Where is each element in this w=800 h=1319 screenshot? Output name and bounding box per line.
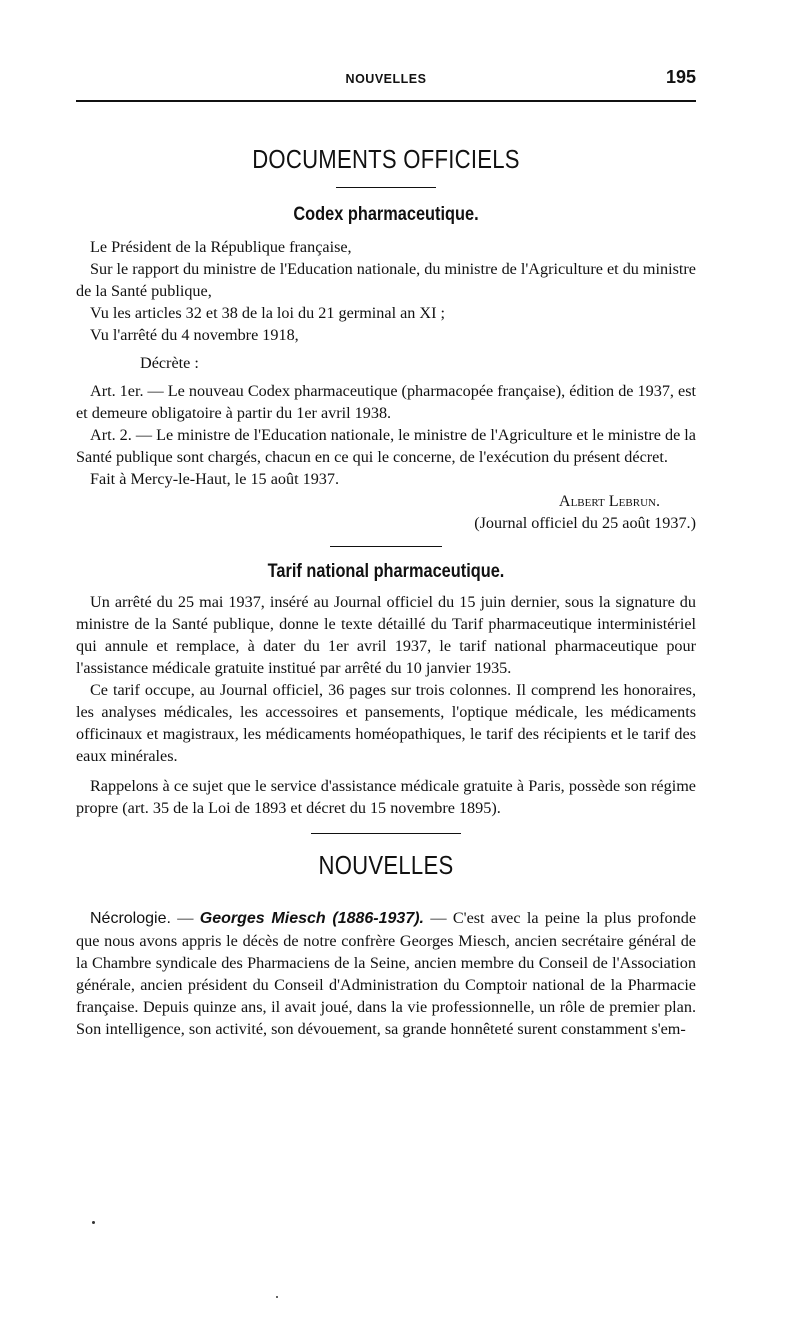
necrologie-label: Nécrologie. (90, 910, 171, 927)
codex-line: Vu l'arrêté du 4 novembre 1918, (90, 326, 299, 344)
codex-line: Le Président de la République française, (90, 238, 352, 256)
nouvelles-title: NOUVELLES (318, 850, 454, 880)
documents-title: DOCUMENTS OFFICIELS (252, 144, 520, 174)
article-1: Art. 1er. — Le nouveau Codex pharmaceutique (pharmacopée française), édition de 1937, est et demeure obligatoire à partir du 1er avril 1938. (76, 382, 696, 422)
tarif-paragraph: Un arrêté du 25 mai 1937, inséré au Journal officiel du 15 juin dernier, sous la signature du ministre de la Santé publique, donne le texte détaillé du Tarif pharmaceutique interministériel qui annule et remplace, à dater du 1er avril 1937, le tarif national pharmaceutique pour l'assistance médicale gratuite institué par arrêté du 10 janvier 1935. (76, 593, 696, 677)
necrologie-name: Georges Miesch (1886-1937). (199, 910, 425, 927)
header-rule (76, 100, 696, 102)
running-title: NOUVELLES (345, 72, 427, 86)
journal-reference: (Journal officiel du 25 août 1937.) (474, 514, 696, 532)
decrete: Décrète : (140, 354, 199, 372)
codex-body (76, 236, 696, 534)
running-header (76, 60, 696, 100)
tarif-paragraph: Ce tarif occupe, au Journal officiel, 36 pages sur trois colonnes. Il comprend les honoraires, les analyses médicales, les accessoires et pansements, l'optique médicale, les médicaments officinaux et magistraux, les médicaments homéopathiques, le tarif des récipients et le tarif des eaux minérales. (76, 681, 696, 765)
necrologie-text: — C'est avec la peine la plus profonde que nous avons appris le décès de notre confrère Georges Miesch, ancien secrétaire général de la Chambre syndicale des Pharmaciens de la Seine, ancien membre du Conseil de l'Association générale, ancien président du Conseil d'Administration du Comptoir national de la Pharmacie française. Depuis quinze ans, il avait joué, dans la vie professionnelle, un rôle de premier plan. Son intelligence, son activité, son dévouement, sa grande honnêteté surent constamment s'em- (76, 909, 697, 1038)
page-number: 195 (665, 67, 696, 87)
codex-line: Vu les articles 32 et 38 de la loi du 21 germinal an XI ; (90, 304, 446, 322)
speck (92, 1221, 95, 1224)
tarif-body (76, 591, 696, 819)
tarif-paragraph: Rappelons à ce sujet que le service d'assistance médicale gratuite à Paris, possède son régime propre (art. 35 de la Loi de 1893 et décret du 15 novembre 1895). (76, 777, 696, 817)
page (76, 60, 696, 1040)
necrologie-dash: — (177, 909, 194, 927)
tarif-title: Tarif national pharmaceutique. (267, 561, 505, 582)
article-2: Art. 2. — Le ministre de l'Education nationale, le ministre de l'Agriculture et le ministre de la Santé publique sont chargés, chacun en ce qui le concerne, de l'exécution du présent décret. (76, 426, 696, 466)
fait-a: Fait à Mercy-le-Haut, le 15 août 1937. (90, 470, 340, 488)
signature: Albert Lebrun. (558, 492, 660, 510)
necrologie-paragraph (76, 907, 696, 1040)
codex-title: Codex pharmaceutique. (293, 204, 479, 225)
codex-line: Sur le rapport du ministre de l'Education nationale, du ministre de l'Agriculture et du ministre de la Santé publique, (76, 260, 696, 300)
speck (276, 1296, 278, 1298)
